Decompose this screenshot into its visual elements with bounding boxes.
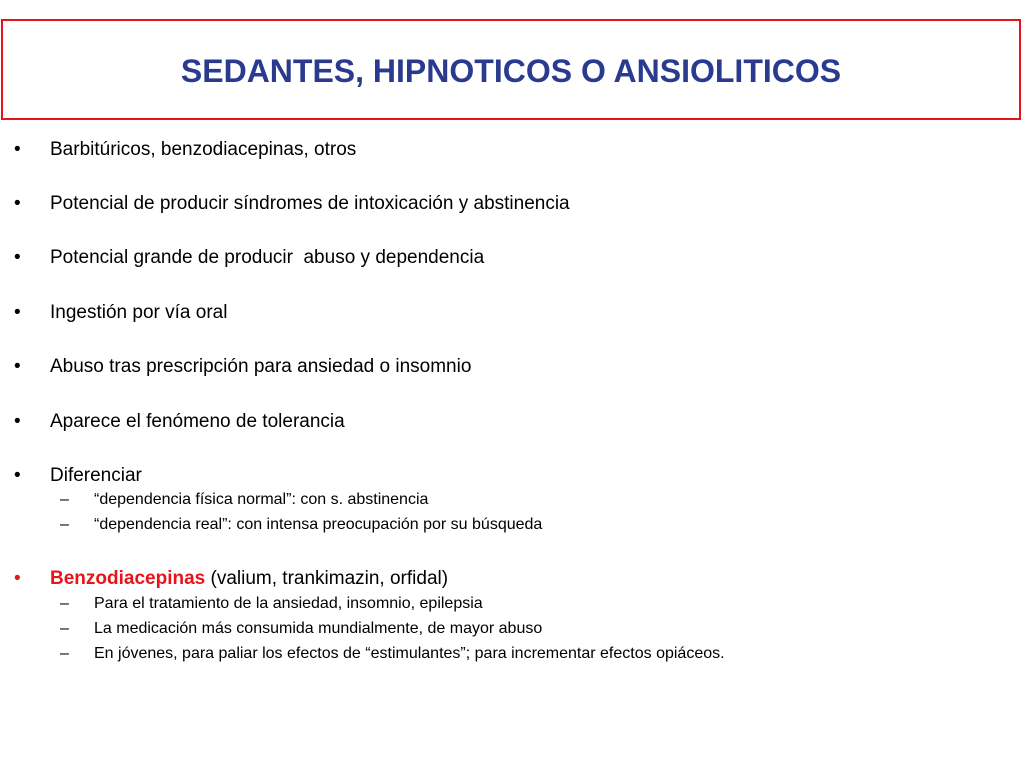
slide-title: SEDANTES, HIPNOTICOS O ANSIOLITICOS: [180, 53, 842, 89]
bullet-item: [14, 193, 570, 215]
bullet-text: Barbitúricos, benzodiacepinas, otros: [50, 139, 357, 160]
sub-item-text: Para el tratamiento de la ansiedad, insomnio, epilepsia: [94, 595, 483, 612]
bullet-marker: •: [14, 568, 21, 589]
dash-marker: –: [60, 516, 69, 533]
bullet-item-highlighted: [14, 568, 448, 590]
sub-item-text: “dependencia real”: con intensa preocupación por su búsqueda: [94, 516, 543, 533]
dash-marker: –: [60, 620, 69, 637]
sub-item: [60, 619, 542, 639]
bullet-marker: •: [14, 302, 21, 323]
bullet-marker: •: [14, 193, 21, 214]
bullet-item: [14, 139, 356, 161]
bullet-text: Ingestión por vía oral: [50, 302, 228, 323]
bullet-item: [14, 411, 345, 433]
bullet-text: Aparece el fenómeno de tolerancia: [50, 411, 345, 432]
bullet-text: (valium, trankimazin, orfidal): [205, 568, 449, 589]
dash-marker: –: [60, 645, 69, 662]
sub-item: [60, 515, 542, 535]
sub-item: [60, 594, 483, 614]
bullet-marker: •: [14, 356, 21, 377]
sub-item: [60, 490, 428, 510]
bullet-marker: •: [14, 139, 21, 160]
sub-item: [60, 644, 725, 664]
sub-item-text: “dependencia física normal”: con s. abstinencia: [94, 491, 429, 508]
bullet-highlight-text: Benzodiacepinas: [50, 568, 206, 589]
bullet-item: [14, 247, 484, 269]
bullet-item: [14, 465, 142, 487]
sub-item-text: La medicación más consumida mundialmente, de mayor abuso: [94, 620, 543, 637]
bullet-marker: •: [14, 247, 21, 268]
bullet-marker: •: [14, 465, 21, 486]
bullet-text: Potencial grande de producir abuso y dependencia: [50, 247, 485, 268]
bullet-item: [14, 356, 471, 378]
bullet-marker: •: [14, 411, 21, 432]
dash-marker: –: [60, 595, 69, 612]
bullet-text: Potencial de producir síndromes de intoxicación y abstinencia: [50, 193, 570, 214]
bullet-text: Abuso tras prescripción para ansiedad o insomnio: [50, 356, 472, 377]
dash-marker: –: [60, 491, 69, 508]
sub-item-text: En jóvenes, para paliar los efectos de “estimulantes”; para incrementar efectos opiáceos.: [94, 645, 725, 662]
bullet-item: [14, 302, 227, 324]
bullet-text: Diferenciar: [50, 465, 142, 486]
